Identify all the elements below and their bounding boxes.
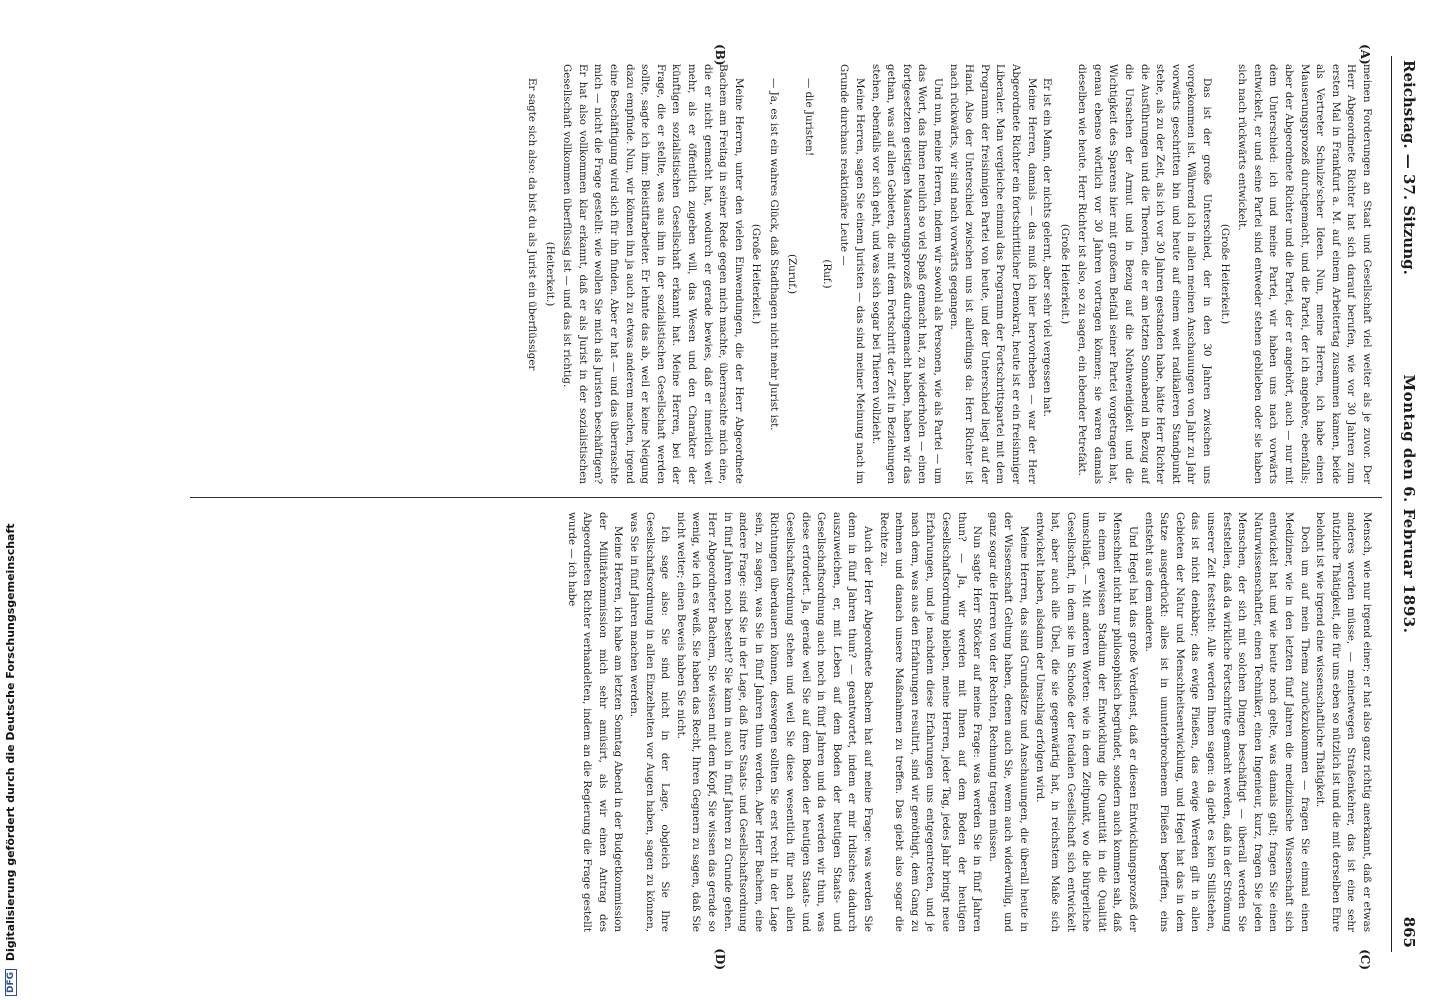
interjection: (Heiterkeit.) — [543, 241, 556, 307]
paragraph: — Ja, es ist ein wahres Glück, daß Stadthagen nicht mehr Jurist ist. — [768, 78, 781, 431]
paragraph: Er sagte sich also: da bist du als Jurist ein überflüssiger — [526, 78, 539, 371]
margin-mark-b: (B) — [713, 44, 727, 66]
margin-mark-c: (C) — [1358, 949, 1372, 970]
paragraph: Doch um auf mein Thema zurückzukommen — fragen Sie einmal einen Mediziner, wie in den letzten fünf Jahren die medizinische Wissenschaft sich entwickelt hat und wie heute noch gelte, was damals galt; fragen Sie einen Naturwissenschaftler, einen Techniker, einen Ingenieur, kurz, fragen Sie jeden Menschen, der sich mit solchen Dingen beschäftigt — überall werden Sie feststellen, daß da wirkliche Fortschritte gemacht werden, daß in der Strömung unserer Zeit feststeht: Alle werden Ihnen sagen: da giebt es kein Stillstehen, das ist nicht denkbar; das ewige Fließen, das ewige Werden gilt in allen Gebieten der Natur und Menschheitsentwicklung, und Hegel hat das in dem Satze ausgedrückt: alles ist in ununterbrochenem Fließen begriffen, eins entsteht aus dem anderen. — [1142, 512, 1311, 932]
header-session: Reichstag. — 37. Sitzung. — [1400, 60, 1418, 275]
column-divider — [190, 497, 1382, 498]
dfg-logo-icon: DFG — [5, 969, 17, 996]
paragraph: Meine Herren, damals — das muß ich hier hervorheben — war der Herr Abgeordnete Richter ein fortschrittlicher Demokrat, heute ist er ein freisinniger Liberaler. Man vergleiche einmal das Programm der Fortschrittspartei mit dem Programm der freisinnigen Partei von heute, und der Unterschied liegt auf der Hand. Also der Unterschied zwischen uns ist allerdings da: Herr Richter ist nach rückwärts, wir sind nach vorwärts gegangen. — [947, 64, 1038, 484]
paragraph: Meine Herren, ich habe am letzten Sonntag Abend in der Budgetkommission der Militärkommission mich sehr amüsirt, als wir einen Antrag des Abgeordneten Richter verhandelten, indem an die Regierung die Frage gestellt wurde — ich habe — [565, 512, 625, 932]
paragraph: — die Juristen! — [803, 78, 816, 157]
page-number: 865 — [1400, 916, 1418, 948]
paragraph: Nun sagte Herr Stöcker auf meine Frage: was werden Sie in fünf Jahren thun? — Ja, wir werden mit Ihnen auf dem Boden der heutigen Gesellschaftsordnung bleiben, meine Herren, jeder Tag, jedes Jahr bringt neue Erfahrungen, und je nachdem diese Erfahrungen uns entgegentreten, und je nach dem, was aus den Erfahrungen resultirt, sind wir genöthigt, dem Gang zu nehmen und danach unsere Maßnahmen zu treffen. Das giebt also sogar die Rechte zu. — [877, 512, 984, 932]
paragraph: Und Hegel hat das große Verdienst, daß er diesen Entwicklungsprozeß der Menschheit nicht nur philosophisch begründet, sondern auch kommen sah, daß in einem gewissen Stadium der Entwicklung die Quantität in die Qualität umschlägt. — Mit anderen Worten: wie in dem Zeitpunkt, wo die bürgerliche Gesellschaft, in dem sie im Schooße der feudalen Gesellschaft sich entwickelt hat, aber auch alle Übel, die sie gegenwärtig hat, in reichstem Maße sich entwickelt haben, alsdann der Umschlag erfolgen wird. — [1033, 512, 1140, 932]
paragraph: Ich sage also: Sie sind nicht in der Lage, obgleich Sie Ihre Gesellschaftsordnung in allen Einzelheiten vor Augen haben, sagen zu können, was Sie in fünf Jahren machen werden. — [628, 512, 672, 932]
paragraph: meinen Forderungen an Staat und Gesellschaft viel weiter als je zuvor. Der Herr Abgeordnete Richter hat sich darauf berufen, wie vor 30 Jahren zum ersten Mal in Frankfurt a. M. auf einem Arbeitertag zusammen kamen, beide als Vertreter Schulze'scher Ideen. Nun, meine Herren, ich habe einen Mauserungsprozeß durchgemacht, und die Partei, der ich angehöre, ebenfalls; aber der Abgeordnete Richter und die Partei, der er angehört, auch — nur mit dem Unterschied: ich und meine Partei, wir haben uns nach vorwärts entwickelt, er und seine Partei sind entweder stehen geblieben oder sie haben sich nach rückwärts entwickelt. — [1236, 64, 1373, 484]
margin-mark-d: (D) — [713, 948, 727, 970]
paragraph: Meine Herren, das sind Grundsätze und Anschauungen, die überall heute in der Wissenschaft Geltung haben, denen auch Sie, wenn auch widerwillig, und ganz sogar die Herren von der Rechten, Rechnung tragen müssen. — [986, 512, 1030, 932]
paragraph: Das ist der große Unterschied, der in den 30 Jahren zwischen uns vorgekommen ist. Während ich in allen meinen Anschauungen von Jahr zu Jahr vorwärts geschritten bin und heute auf einem weit radikaleren Standpunkt stehe, als zu der Zeit, als ich vor 30 Jahren gestanden habe, hätte Herr Richter die Ausführungen und die Theorien, die er am letzten Sonnabend in Bezug auf die Ursachen der Armut und in Bezug auf die Nothwendigkeit und die Wichtigkeit des Sparens hier mit großem Beifall seiner Partei vorgetragen hat, genau ebenso wörtlich vor 30 Jahren vortragen können; sie waren damals dieselben wie heute. Herr Richter ist also, so zu sagen, ein lebender Petrefakt. — [1076, 64, 1214, 484]
page-header — [1392, 60, 1418, 948]
paragraph: Meine Herren, unter den vielen Einwendungen, die der Herr Abgeordnete Bachem am Freitag in seiner Rede gegen mich machte, überraschte mich eine, die er nicht gemacht hat, wodurch er gerade bewies, daß er innerlich weit mehr, als er öffentlich zugeben will, das Wesen und den Charakter der künftigen sozialistischen Gesellschaft erkannt hat. Meine Herren, bei der Frage, die er stellte, was aus ihm in der sozialistischen Gesellschaft werden sollte, sagte ich ihm: Bleistiftarbeiter. Er lehnte das ab, weil er keine Neigung dazu empfinde. Nun, wir können ihn ja auch zu etwas anderem machen, irgend eine Beschäftigung wird sich für ihn finden. Aber er hat — und das überraschte mich — nicht die Frage gestellt: wie wollen Sie mich als Juristen beschäftigen? Er hat also vollkommen klar erkannt, daß er als Jurist in der sozialistischen Gesellschaft vollkommen überflüssig ist — und das ist richtig. — [561, 64, 745, 484]
interjection: (Große Heiterkeit.) — [1058, 223, 1071, 325]
header-date: Montag den 6. Februar 1893. — [1400, 374, 1418, 634]
funding-footer — [4, 523, 17, 996]
paragraph: Mensch, wie nur irgend einer; er hat also ganz richtig anerkannt, daß er etwas anderes werden müsse, — meinetwegen Straßenkehrer, das ist eine sehr nützliche Thätigkeit, die für uns eben so nützlich ist und die mit derselben Ehre belohnt ist wie irgend eine wissenschaftliche Thätigkeit. — [1314, 512, 1373, 932]
interjection: (Zuruf.) — [785, 253, 798, 295]
left-column — [190, 64, 1374, 484]
header-rule — [1391, 56, 1392, 952]
paragraph: Er ist ein Mann, der nichts gelernt, aber sehr viel vergessen hat. — [1041, 78, 1054, 417]
paragraph: Meine Herren, sagen Sie einem Juristen — das sind meiner Meinung nach im Grunde durchaus reaktionäre Leute — — [838, 64, 866, 484]
paragraph: Und nun, meine Herren, indem wir sowohl als Personen, wie als Partei — um das Wort, das Ihnen neulich so viel Spaß gemacht hat, zu wiederholen — einen fortgesetzten geistigen Mauserungsprozeß durchgemacht haben, haben wir das gethan, was auf allen Gebieten, die mit dem Fortschritt der Zeit in Beziehungen stehen, ebenfalls vor sich geht, und was sich sogar bei Thieren vollzieht. — [869, 64, 944, 484]
interjection: (Große Heiterkeit.) — [750, 223, 763, 325]
paragraph: Auch der Herr Abgeordnete Bachem hat auf meine Frage: was werden Sie denn in fünf Jahren thun? — geantwortet, indem er mir Irdisches dadurch auszuweichen, er, mit Leben auf dem Boden der heutigen Staats- und Gesellschaftsordnung auch noch in fünf Jahren und da werden wir thun, was diese erfordert. Ja, gerade weil Sie auf dem Boden der heutigen Staats- und Gesellschaftsordnung stehen und weil Sie diese wesentlich für nach allen Richtungen überdauern können, deswegen sollten Sie erst recht in der Lage sein, zu sagen, was Sie in fünf Jahren thun werden. Aber Herr Bachem, eine andere Frage: sind Sie in der Lage, daß Ihre Staats- und Gesellschaftsordnung in fünf Jahren noch besteht? Sie kann in auch in fünf Jahren zu Grunde gehen. Herr Abgeordneter Bachem, Sie wissen mit dem Kopf, Sie wissen das gerade so wenig, wie ich es weiß. Sie haben das Recht, Ihren Gegnern zu sagen, daß Sie nicht weiter; einen Beweis haben Sie nicht. — [674, 512, 874, 932]
interjection: (Große Heiterkeit.) — [1218, 223, 1231, 325]
margin-mark-a: (A) — [1358, 44, 1372, 65]
funding-note: Digitalisierung gefördert durch die Deutsche Forschungsgemeinschaft — [4, 523, 17, 962]
right-column — [190, 512, 1374, 932]
interjection: (Ruf.) — [820, 259, 833, 289]
